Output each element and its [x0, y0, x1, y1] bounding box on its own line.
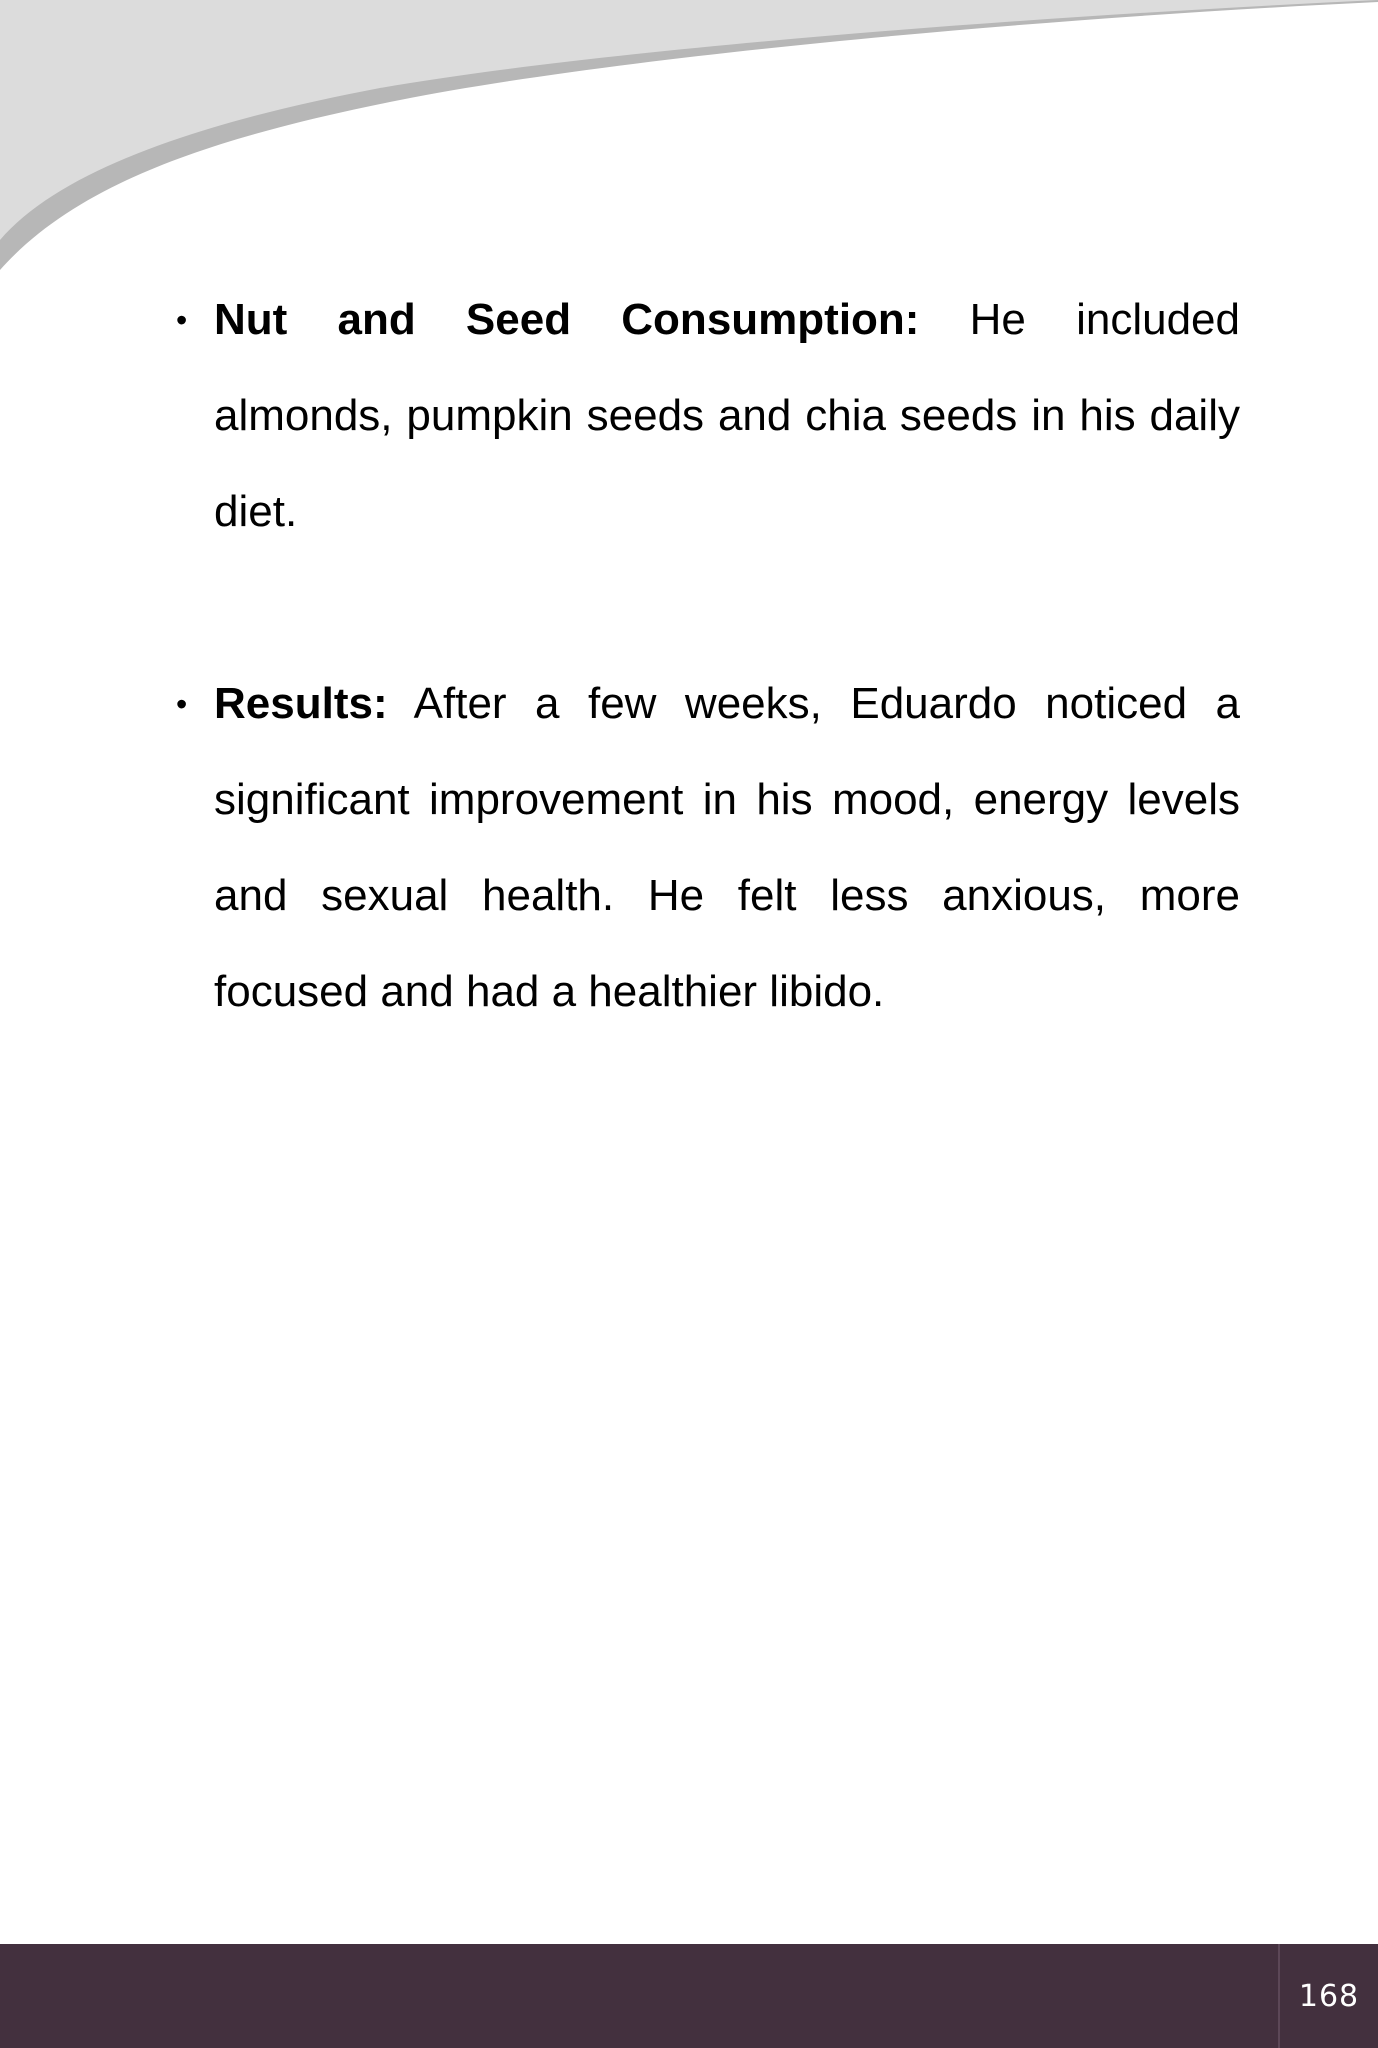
main-content — [170, 272, 1240, 1040]
bullet-item-results — [170, 656, 1240, 1040]
bullet-term: Nut and Seed Consumption: — [214, 295, 920, 344]
page-number: 168 — [1298, 1978, 1360, 2014]
bullet-text: He included almonds, pumpkin seeds and chia seeds in his daily diet. — [214, 295, 1240, 536]
bullet-item-nut-and-seed — [170, 272, 1240, 560]
bullet-term: Results: — [214, 679, 388, 728]
page-number-box — [1278, 1944, 1378, 2048]
header-swoosh-decoration — [0, 0, 1378, 300]
footer-bar — [0, 1944, 1378, 2048]
bullet-point-icon: • — [176, 302, 188, 338]
bullet-point-icon: • — [176, 686, 188, 722]
bullet-text: After a few weeks, Eduardo noticed a significant improvement in his mood, energy levels and sexual health. He felt less anxious, more focused and had a healthier libido. — [214, 679, 1240, 1016]
